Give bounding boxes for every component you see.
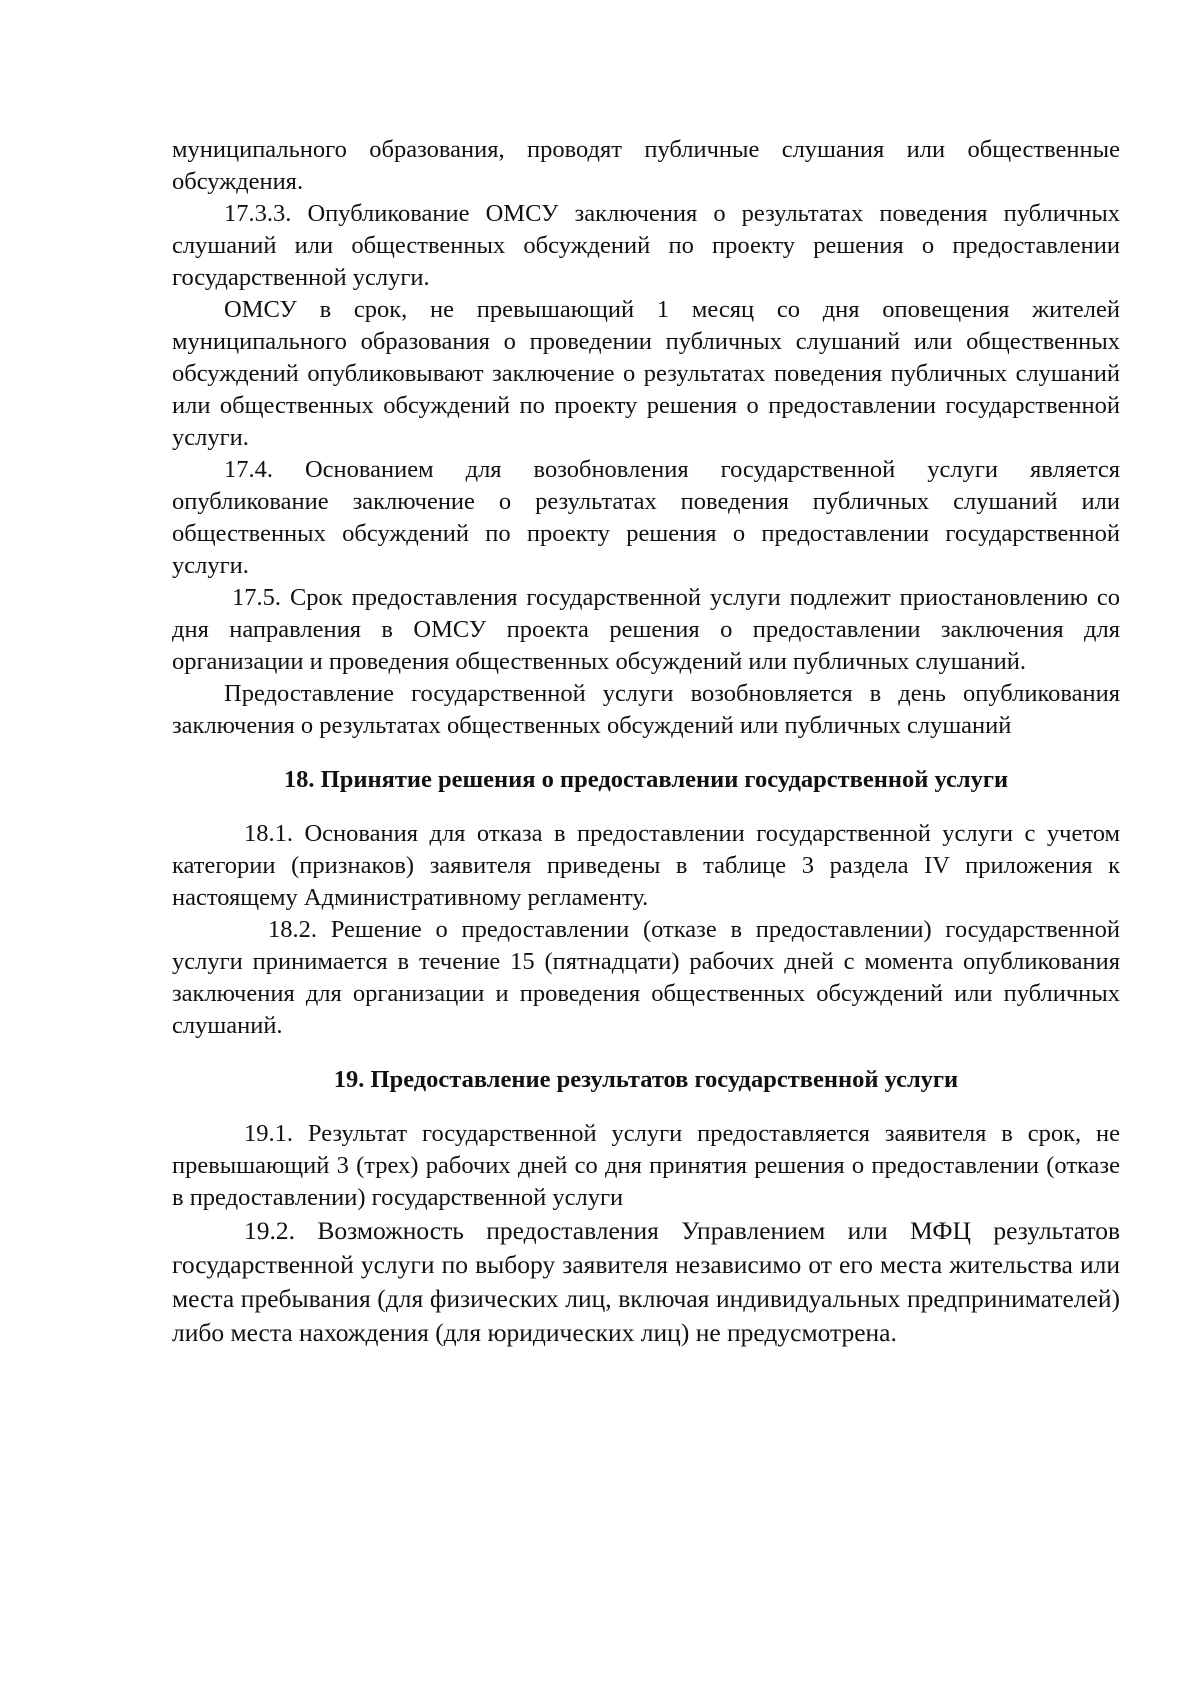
paragraph-omsu-deadline: ОМСУ в срок, не превышающий 1 месяц со дня оповещения жителей муниципального образования о проведении публичных слушаний или общественных обсуждений опубликовывают заключение о результатах поведения публичных слушаний или общественных обсуждений по проекту решения о предоставлении государственной услуги. — [172, 296, 1120, 451]
paragraph-continuation: муниципального образования, проводят публичные слушания или общественные обсуждения. — [172, 136, 1120, 195]
section-19-heading: 19. Предоставление результатов государственной услуги — [333, 1066, 959, 1093]
section-18-heading: 18. Принятие решения о предоставлении государственной услуги — [283, 766, 1009, 793]
paragraph-19-1: 19.1. Результат государственной услуги предоставляется заявителя в срок, не превышающий 3 (трех) рабочих дней со дня принятия решения о предоставлении (отказе в предоставлении) государственной услуги — [172, 1120, 1120, 1211]
paragraph-18-2: 18.2. Решение о предоставлении (отказе в предоставлении) государственной услуги принимается в течение 15 (пятнадцати) рабочих дней с момента опубликования заключения для организации и проведения общественных обсуждений или публичных слушаний. — [172, 916, 1120, 1039]
paragraph-17-3-3: 17.3.3. Опубликование ОМСУ заключения о результатах поведения публичных слушаний или общественных обсуждений по проекту решения о предоставлении государственной услуги. — [172, 200, 1120, 291]
paragraph-resumption: Предоставление государственной услуги возобновляется в день опубликования заключения о результатах общественных обсуждений или публичных слушаний — [172, 680, 1120, 739]
paragraph-17-5: 17.5. Срок предоставления государственной услуги подлежит приостановлению со дня направления в ОМСУ проекта решения о предоставлении заключения для организации и проведения общественных обсуждений или публичных слушаний. — [172, 584, 1120, 675]
paragraph-18-1: 18.1. Основания для отказа в предоставлении государственной услуги с учетом категории (признаков) заявителя приведены в таблице 3 раздела IV приложения к настоящему Административному регламенту. — [172, 820, 1120, 911]
document-body — [172, 134, 1120, 1350]
paragraph-17-4: 17.4. Основанием для возобновления государственной услуги является опубликование заключение о результатах поведения публичных слушаний или общественных обсуждений по проекту решения о предоставлении государственной услуги. — [172, 456, 1120, 579]
paragraph-19-2: 19.2. Возможность предоставления Управлением или МФЦ результатов государственной услуги по выбору заявителя независимо от его места жительства или места пребывания (для физических лиц, включая индивидуальных предпринимателей) либо места нахождения (для юридических лиц) не предусмотрена. — [172, 1216, 1120, 1347]
